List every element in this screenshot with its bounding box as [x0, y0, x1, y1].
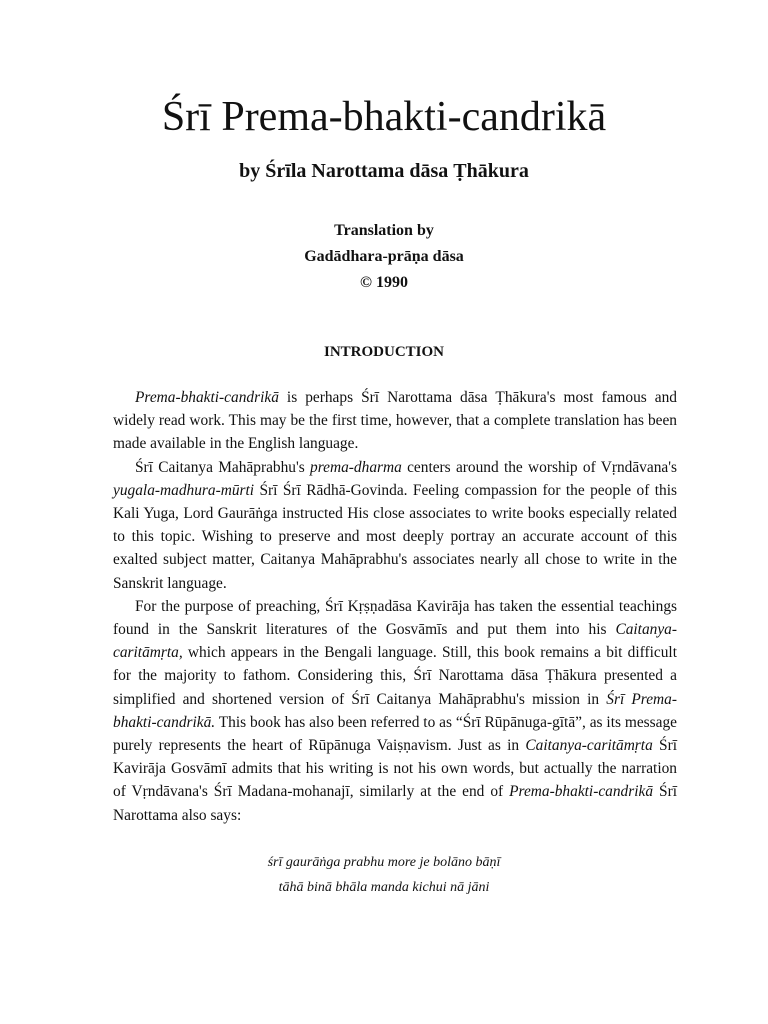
paragraph-text: is perhaps Śrī Narottama dāsa Ṭhākura's most famous and widely read work. This may be the first time, however, that a complete translation has been made available in the English language. [113, 389, 677, 453]
section-heading: INTRODUCTION [323, 344, 444, 360]
work-title-italic: Prema-bhakti-candrikā [135, 389, 279, 406]
work-title-italic: Śrī Prema-bhakti-candrikā. [113, 690, 677, 731]
paragraph-text: Śrī Kavirāja Gosvāmī admits that his writing is not his own words, but actually the narration of Vṛndāvana's Śrī Madana-mohanajī, similarly at the end of [113, 737, 678, 801]
paragraph-text: centers around the worship of Vṛndāvana's [401, 458, 678, 476]
paragraph-text: Śrī Śrī Rādhā-Govinda. Feeling compassion for the people of this Kali Yuga, Lord Gaurāṅga instructed His close associates to write books especially related to this topic. Wishing to preserve and most deeply portray an accurate account of this exalted subject matter, Caitanya Mahāprabhu's associates nearly all chose to write in the Sanskrit language. [113, 481, 677, 592]
copyright-notice: © 1990 [360, 274, 408, 291]
verse-quote [0, 850, 768, 900]
paragraph-text: Śrī Narottama also says: [113, 783, 677, 824]
verse-line-1: śrī gaurāṅga prabhu more je bolāno bāṇī [267, 855, 501, 870]
paragraph-text: which appears in the Bengali language. Still, this book remains a bit difficult for the majority to fathom. Considering this, Śrī Narottama dāsa Ṭhākura presented a simplified and shortened version of Śrī Caitanya Mahāprabhu's mission in [113, 644, 677, 708]
work-title-italic: Caitanya-caritāmṛta, [113, 621, 677, 662]
verse-line-2: tāhā binā bhāla manda kichui nā jāni [278, 880, 490, 895]
paragraph-2 [113, 456, 677, 595]
translator-name: Gadādhara-prāṇa dāsa [304, 248, 464, 265]
work-title-italic: Caitanya-caritāmṛta [525, 737, 653, 755]
translation-label: Translation by [334, 222, 434, 239]
paragraph-text: This book has also been referred to as “Śrī Rūpānuga-gītā”, as its message purely represents the heart of Rūpānuga Vaiṣṇavism. Just as in [113, 713, 677, 755]
paragraph-1 [113, 386, 677, 456]
work-title-italic: Prema-bhakti-candrikā [509, 783, 654, 801]
translation-credits [0, 218, 768, 296]
paragraph-3 [113, 595, 677, 827]
author-byline: by Śrīla Narottama dāsa Ṭhākura [239, 160, 529, 182]
term-italic: prema-dharma [310, 458, 402, 476]
term-italic: yugala-madhura-mūrti [113, 481, 255, 499]
paragraph-text: For the purpose of preaching, Śrī Kṛṣṇadāsa Kavirāja has taken the essential teachings found in the Sanskrit literatures of the Gosvāmīs and put them into his [113, 597, 677, 639]
page-title: Śrī Prema-bhakti-candrikā [161, 94, 607, 140]
introduction-body [113, 386, 677, 827]
paragraph-text: Śrī Caitanya Mahāprabhu's [135, 458, 311, 476]
